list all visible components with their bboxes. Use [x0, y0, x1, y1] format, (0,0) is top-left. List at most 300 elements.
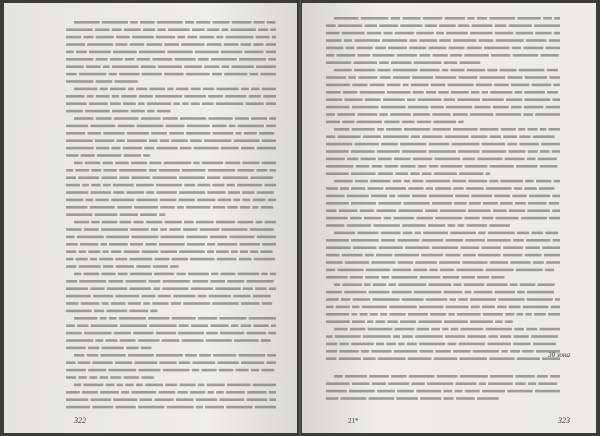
- text-line-segment: [433, 121, 456, 124]
- text-line-segment: [270, 169, 276, 172]
- text-line-segment: [460, 328, 483, 331]
- text-line-segment: [262, 243, 276, 246]
- text-line-segment: [410, 172, 419, 175]
- text-line-segment: [96, 58, 108, 61]
- text-line-segment: [465, 217, 480, 220]
- text-line-segment: [156, 191, 177, 194]
- text-line-segment: [414, 291, 442, 294]
- text-line-segment: [547, 91, 558, 94]
- text-line-segment: [394, 158, 411, 161]
- text-line-segment: [187, 243, 205, 246]
- text-line-segment: [261, 339, 271, 342]
- text-line-segment: [462, 276, 475, 279]
- text-line-segment: [187, 125, 210, 128]
- text-line-segment: [490, 135, 501, 138]
- text-line-segment: [184, 184, 195, 187]
- text-line-segment: [500, 69, 517, 72]
- text-line-segment: [415, 232, 421, 235]
- text-line-segment: [402, 150, 427, 153]
- text-line-segment: [66, 51, 74, 54]
- text-line-segment: [326, 61, 351, 64]
- text-line-segment: [123, 102, 136, 105]
- text-line-segment: [141, 117, 161, 120]
- text-line-segment: [552, 98, 560, 101]
- text-line-segment: [66, 243, 78, 246]
- text-line-segment: [537, 375, 548, 378]
- text-line-segment: [179, 191, 205, 194]
- text-line-segment: [156, 332, 176, 335]
- text-line-segment: [106, 310, 127, 313]
- text-line-segment: [266, 102, 276, 105]
- text-line-segment: [326, 320, 350, 323]
- text-line-segment: [358, 54, 371, 57]
- text-line-segment: [184, 95, 206, 98]
- text-line-segment: [548, 313, 560, 316]
- text-line-segment: [466, 187, 484, 190]
- text-line-segment: [78, 176, 99, 179]
- text-line-segment: [411, 135, 420, 138]
- text-line-segment: [446, 239, 464, 242]
- text-line-segment: [378, 69, 391, 72]
- text-line-segment: [173, 295, 195, 298]
- text-line-segment: [552, 150, 560, 153]
- text-line-segment: [357, 232, 378, 235]
- text-line-segment: [90, 258, 97, 261]
- text-line-segment: [510, 261, 530, 264]
- text-line-segment: [540, 54, 558, 57]
- text-line-segment: [192, 28, 205, 31]
- text-line-segment: [369, 375, 389, 378]
- text-line-segment: [464, 283, 485, 286]
- text-line-segment: [468, 180, 487, 183]
- text-line-segment: [334, 128, 349, 131]
- text-line-segment: [546, 47, 560, 50]
- text-line-segment: [128, 88, 134, 91]
- text-line-segment: [198, 295, 207, 298]
- text-line-segment: [540, 150, 550, 153]
- text-line-segment: [142, 73, 162, 76]
- text-line-segment: [500, 202, 513, 205]
- text-line-segment: [407, 343, 417, 346]
- text-line-segment: [191, 102, 200, 105]
- text-line-segment: [482, 143, 506, 146]
- text-line-segment: [130, 243, 143, 246]
- text-line-segment: [143, 302, 150, 305]
- text-line-segment: [120, 221, 132, 224]
- text-line-segment: [113, 191, 124, 194]
- text-line-segment: [268, 58, 276, 61]
- text-line-segment: [468, 209, 491, 212]
- text-line-segment: [376, 254, 392, 257]
- text-line-segment: [86, 199, 94, 202]
- text-line-segment: [269, 287, 276, 290]
- text-line-segment: [500, 335, 511, 338]
- text-line-segment: [76, 51, 87, 54]
- text-line-segment: [82, 184, 89, 187]
- text-line-segment: [432, 246, 458, 249]
- text-line-segment: [430, 313, 446, 316]
- text-line-segment: [79, 265, 101, 268]
- text-line-segment: [434, 172, 457, 175]
- text-line-segment: [156, 36, 175, 39]
- text-line-segment: [477, 276, 489, 279]
- text-line-segment: [326, 209, 337, 212]
- text-line-segment: [160, 228, 167, 231]
- text-line-segment: [190, 258, 215, 261]
- text-line-segment: [459, 172, 483, 175]
- text-line-segment: [118, 125, 135, 128]
- text-line-segment: [549, 39, 560, 42]
- text-line-segment: [111, 302, 126, 305]
- text-line-segment: [156, 354, 183, 357]
- text-line-segment: [179, 199, 196, 202]
- text-line-segment: [360, 313, 368, 316]
- text-line-segment: [253, 43, 263, 46]
- text-line-segment: [119, 73, 140, 76]
- text-line-segment: [400, 320, 416, 323]
- text-line-segment: [337, 54, 356, 57]
- text-line-segment: [99, 258, 113, 261]
- text-line-segment: [128, 354, 154, 357]
- text-line-segment: [229, 125, 236, 128]
- text-line-segment: [397, 390, 414, 393]
- text-line-segment: [227, 184, 235, 187]
- text-line-segment: [482, 91, 488, 94]
- text-line-segment: [261, 250, 273, 253]
- text-line-segment: [326, 313, 349, 316]
- text-line-segment: [345, 261, 369, 264]
- text-line-segment: [443, 276, 460, 279]
- text-line-segment: [226, 36, 254, 39]
- text-line-segment: [165, 221, 182, 224]
- text-line-segment: [138, 406, 164, 409]
- text-line-segment: [356, 165, 370, 168]
- text-line-segment: [368, 187, 384, 190]
- text-line-segment: [353, 298, 371, 301]
- text-line-segment: [431, 328, 440, 331]
- text-line-segment: [334, 328, 348, 331]
- text-line-segment: [326, 350, 337, 353]
- text-line-segment: [182, 339, 204, 342]
- text-line-segment: [109, 73, 117, 76]
- text-line-segment: [139, 51, 165, 54]
- text-line-segment: [207, 43, 222, 46]
- text-line-segment: [267, 21, 276, 24]
- text-line-segment: [233, 199, 240, 202]
- text-line-segment: [482, 98, 504, 101]
- text-line-segment: [525, 180, 534, 183]
- text-line-segment: [202, 162, 223, 165]
- text-line-segment: [74, 354, 84, 357]
- text-line-segment: [326, 24, 336, 27]
- text-line-segment: [208, 95, 223, 98]
- text-line-segment: [370, 313, 378, 316]
- text-line-segment: [217, 258, 237, 261]
- text-line-segment: [345, 375, 367, 378]
- text-line-segment: [455, 390, 463, 393]
- text-line-segment: [164, 73, 183, 76]
- text-line-segment: [242, 199, 250, 202]
- text-line-segment: [477, 17, 487, 20]
- text-line-segment: [241, 361, 264, 364]
- text-line-segment: [249, 317, 276, 320]
- text-line-segment: [66, 176, 76, 179]
- text-line-segment: [393, 269, 412, 272]
- text-line-segment: [553, 84, 560, 87]
- text-line-segment: [66, 95, 85, 98]
- text-line-segment: [326, 246, 351, 249]
- text-line-segment: [95, 139, 114, 142]
- text-line-segment: [344, 291, 366, 294]
- text-line-segment: [378, 202, 401, 205]
- text-line-segment: [379, 24, 398, 27]
- text-line-segment: [106, 236, 129, 239]
- text-line-segment: [91, 191, 112, 194]
- text-line-segment: [180, 147, 192, 150]
- text-line-segment: [269, 117, 276, 120]
- text-line-segment: [511, 106, 522, 109]
- text-line-segment: [149, 324, 176, 327]
- text-line-segment: [74, 317, 97, 320]
- text-line-segment: [503, 254, 523, 257]
- text-line-segment: [257, 236, 276, 239]
- text-line-segment: [91, 398, 112, 401]
- text-line-segment: [192, 369, 199, 372]
- text-line-segment: [450, 69, 464, 72]
- text-line-segment: [156, 184, 182, 187]
- text-line-segment: [545, 269, 554, 272]
- text-line-segment: [334, 375, 343, 378]
- text-line-segment: [420, 276, 441, 279]
- text-line-segment: [402, 121, 415, 124]
- text-line-segment: [409, 375, 435, 378]
- text-line-segment: [408, 313, 428, 316]
- text-line-segment: [149, 88, 165, 91]
- text-line-segment: [460, 61, 481, 64]
- text-line-segment: [207, 28, 220, 31]
- text-line-segment: [442, 328, 448, 331]
- text-line-segment: [393, 69, 418, 72]
- text-line-segment: [483, 313, 503, 316]
- text-line-segment: [503, 246, 523, 249]
- text-line-segment: [161, 250, 178, 253]
- text-line-segment: [342, 283, 361, 286]
- text-line-segment: [265, 221, 276, 224]
- text-line-segment: [474, 106, 490, 109]
- text-line-segment: [95, 28, 110, 31]
- text-line-segment: [420, 350, 434, 353]
- text-line-segment: [390, 113, 411, 116]
- text-line-segment: [121, 391, 129, 394]
- text-line-segment: [435, 217, 462, 220]
- left-page-number: 322: [74, 416, 86, 425]
- text-line-segment: [89, 102, 108, 105]
- text-line-segment: [129, 287, 151, 290]
- text-line-segment: [370, 84, 385, 87]
- text-line-segment: [407, 98, 416, 101]
- text-line-segment: [250, 228, 274, 231]
- text-line-segment: [458, 121, 463, 124]
- text-line-segment: [339, 357, 361, 360]
- text-line-segment: [497, 306, 506, 309]
- text-line-segment: [488, 232, 515, 235]
- text-line-segment: [444, 98, 456, 101]
- text-line-segment: [372, 382, 386, 385]
- text-line-segment: [120, 339, 136, 342]
- text-line-segment: [379, 61, 389, 64]
- text-line-segment: [528, 382, 536, 385]
- text-line-segment: [548, 128, 560, 131]
- text-line-segment: [89, 376, 97, 379]
- text-line-segment: [158, 65, 182, 68]
- text-line-segment: [207, 384, 225, 387]
- text-line-segment: [257, 147, 276, 150]
- text-line-segment: [391, 276, 417, 279]
- text-line-segment: [136, 199, 157, 202]
- text-line-segment: [262, 162, 276, 165]
- text-line-segment: [326, 343, 338, 346]
- text-line-segment: [235, 117, 249, 120]
- text-line-segment: [216, 391, 224, 394]
- text-line-segment: [136, 384, 143, 387]
- text-line-segment: [509, 306, 521, 309]
- text-line-segment: [112, 65, 139, 68]
- text-line-segment: [402, 298, 424, 301]
- text-line-segment: [375, 47, 386, 50]
- text-line-segment: [365, 24, 378, 27]
- text-line-segment: [400, 165, 415, 168]
- text-line-segment: [212, 184, 224, 187]
- text-line-segment: [326, 298, 339, 301]
- text-line-segment: [433, 128, 451, 131]
- text-line-segment: [469, 202, 481, 205]
- text-line-segment: [425, 24, 437, 27]
- text-line-segment: [66, 332, 82, 335]
- text-line-segment: [228, 191, 240, 194]
- text-line-segment: [534, 313, 546, 316]
- text-line-segment: [365, 254, 374, 257]
- text-line-segment: [326, 269, 335, 272]
- text-line-segment: [465, 239, 485, 242]
- text-line-segment: [141, 347, 152, 350]
- text-line-segment: [361, 158, 376, 161]
- text-line-segment: [84, 273, 100, 276]
- text-line-segment: [392, 291, 412, 294]
- text-line-segment: [208, 391, 214, 394]
- text-line-segment: [253, 384, 276, 387]
- text-line-segment: [326, 165, 354, 168]
- text-line-segment: [389, 306, 417, 309]
- text-line-segment: [221, 273, 236, 276]
- text-line-segment: [360, 209, 375, 212]
- text-line-segment: [208, 169, 236, 172]
- text-line-segment: [87, 95, 94, 98]
- text-line-segment: [96, 80, 113, 83]
- text-line-segment: [117, 206, 132, 209]
- text-line-segment: [66, 295, 91, 298]
- text-line-segment: [66, 73, 77, 76]
- text-line-segment: [381, 276, 389, 279]
- text-line-segment: [363, 135, 381, 138]
- text-line-segment: [160, 139, 169, 142]
- text-line-segment: [153, 287, 160, 290]
- text-line-segment: [419, 343, 445, 346]
- text-line-segment: [489, 180, 498, 183]
- text-line-segment: [510, 283, 518, 286]
- text-line-segment: [458, 24, 470, 27]
- text-line-segment: [66, 324, 75, 327]
- text-line-segment: [103, 162, 113, 165]
- text-line-segment: [170, 265, 179, 268]
- text-line-segment: [505, 313, 514, 316]
- text-line-segment: [172, 317, 196, 320]
- text-line-segment: [448, 84, 474, 87]
- text-line-segment: [177, 36, 185, 39]
- text-line-segment: [429, 283, 452, 286]
- text-line-segment: [383, 98, 405, 101]
- text-line-segment: [154, 273, 174, 276]
- text-line-segment: [460, 357, 488, 360]
- text-line-segment: [452, 143, 480, 146]
- text-line-segment: [66, 369, 86, 372]
- text-line-segment: [111, 250, 122, 253]
- text-line-segment: [112, 147, 121, 150]
- text-line-segment: [92, 361, 112, 364]
- text-line-segment: [381, 232, 401, 235]
- text-line-segment: [431, 84, 446, 87]
- text-line-segment: [121, 95, 136, 98]
- text-line-segment: [536, 180, 551, 183]
- text-line-segment: [337, 269, 363, 272]
- margin-note: 30 зона: [548, 351, 570, 359]
- text-line-segment: [378, 357, 406, 360]
- text-line-segment: [88, 347, 99, 350]
- text-line-segment: [334, 232, 355, 235]
- text-line-segment: [94, 310, 104, 313]
- text-line-segment: [340, 187, 349, 190]
- text-line-segment: [464, 54, 488, 57]
- text-line-segment: [95, 213, 118, 216]
- text-line-segment: [114, 117, 139, 120]
- text-line-segment: [159, 169, 180, 172]
- text-line-segment: [450, 298, 457, 301]
- text-line-segment: [140, 21, 155, 24]
- text-line-segment: [80, 243, 98, 246]
- text-line-segment: [493, 106, 509, 109]
- text-line-segment: [167, 88, 173, 91]
- text-line-segment: [326, 158, 345, 161]
- text-line-segment: [467, 47, 482, 50]
- text-line-segment: [510, 350, 520, 353]
- text-line-segment: [515, 91, 523, 94]
- text-line-segment: [165, 384, 177, 387]
- text-line-segment: [90, 125, 115, 128]
- text-line-segment: [207, 176, 220, 179]
- text-line-segment: [79, 250, 87, 253]
- text-line-segment: [457, 98, 480, 101]
- text-line-segment: [157, 147, 178, 150]
- text-line-segment: [403, 84, 409, 87]
- text-line-segment: [112, 95, 119, 98]
- text-line-segment: [535, 32, 551, 35]
- text-line-segment: [363, 357, 376, 360]
- text-line-segment: [251, 369, 259, 372]
- text-line-segment: [402, 224, 426, 227]
- text-line-segment: [112, 110, 129, 113]
- text-line-segment: [152, 302, 168, 305]
- text-line-segment: [408, 187, 423, 190]
- text-line-segment: [488, 382, 513, 385]
